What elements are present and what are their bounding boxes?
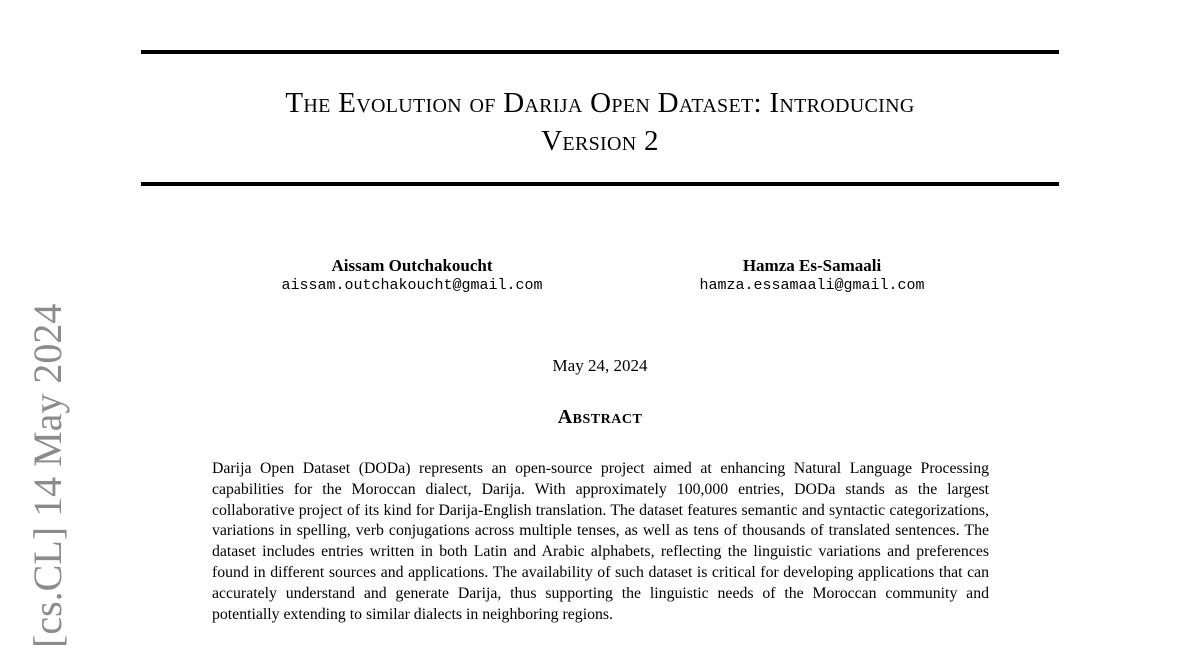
author-name: Aissam Outchakoucht bbox=[331, 256, 493, 275]
author-block-1 bbox=[230, 256, 594, 296]
abstract-heading: Abstract bbox=[557, 406, 643, 428]
arxiv-stamp: [cs.CL] 14 May 2024 bbox=[25, 303, 70, 648]
paper-date: May 24, 2024 bbox=[552, 356, 648, 375]
author-block-2 bbox=[630, 256, 994, 296]
author-email[interactable]: aissam.outchakoucht@gmail.com bbox=[281, 277, 543, 294]
paper-title-line-2: Version 2 bbox=[541, 125, 659, 157]
abstract-body: Darija Open Dataset (DODa) represents an open-source project aimed at enhancing Natural Language Processing capabilities for the Moroccan dialect, Darija. With approximately 100,000 entries, DODa stands as the largest collaborative project of its kind for Darija-English translation. The dataset features semantic and syntactic categorizations, variations in spelling, verb conjugations across multiple tenses, as well as tens of thousands of translated sentences. The dataset includes entries written in both Latin and Arabic alphabets, reflecting the linguistic variations and preferences found in different sources and applications. The availability of such dataset is critical for developing applications that can accurately understand and generate Darija, thus supporting the linguistic needs of the Moroccan community and potentially extending to similar dialects in neighboring regions. bbox=[212, 460, 989, 623]
author-email[interactable]: hamza.essamaali@gmail.com bbox=[699, 277, 925, 294]
paper-title-line-1: The Evolution of Darija Open Dataset: Introducing bbox=[285, 87, 915, 119]
author-name: Hamza Es-Samaali bbox=[742, 256, 882, 275]
title-top-rule bbox=[141, 50, 1059, 54]
title-bottom-rule bbox=[141, 182, 1059, 186]
paper-title bbox=[141, 84, 1059, 160]
